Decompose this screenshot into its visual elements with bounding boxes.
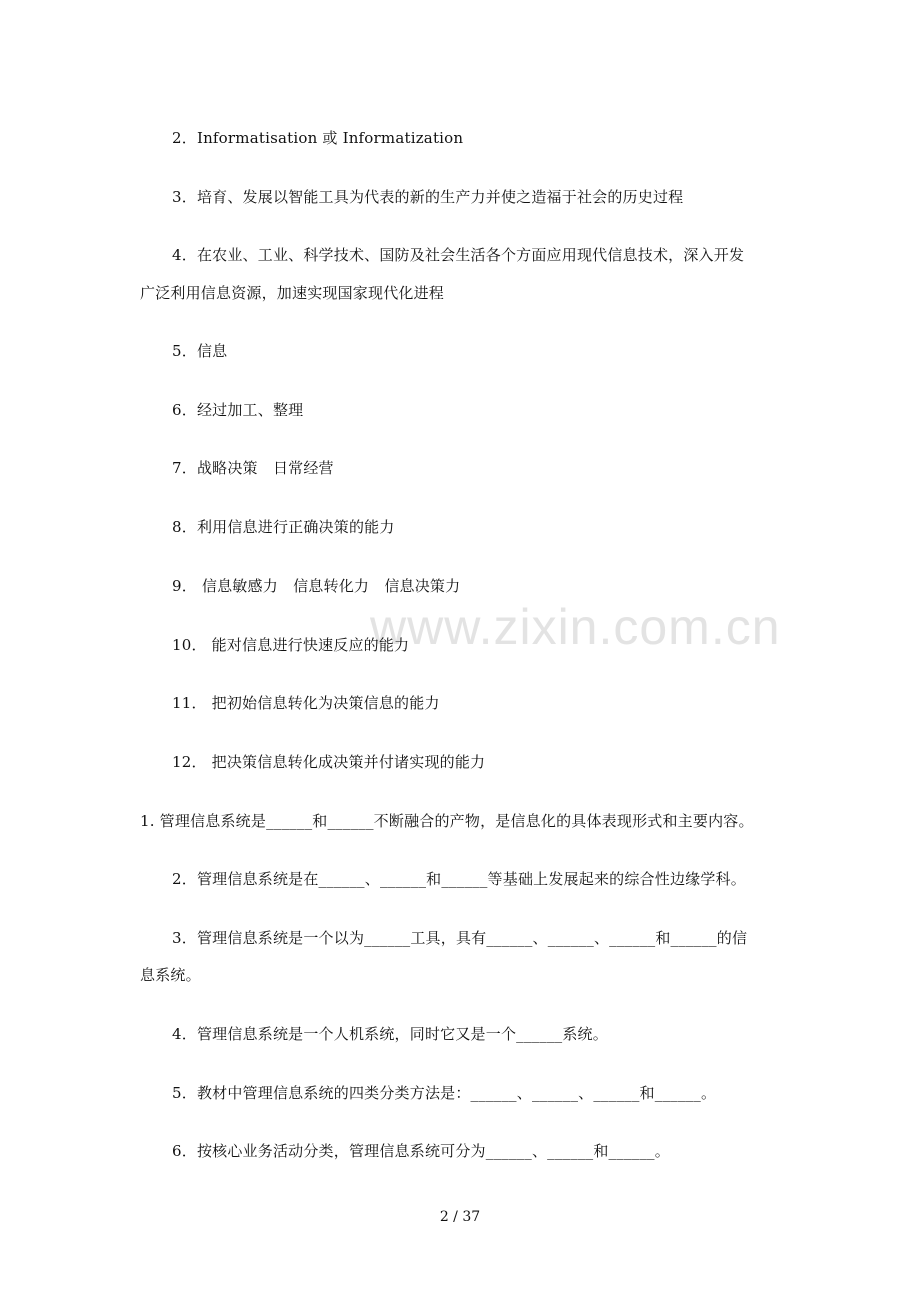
question-line-4: 4．管理信息系统是一个人机系统，同时它又是一个______系统。 — [172, 1025, 608, 1043]
answer-line-5: 5．信息 — [172, 342, 228, 360]
answer-line-4-continued: 广泛利用信息资源，加速实现国家现代化进程 — [140, 284, 445, 302]
answer-line-6: 6．经过加工、整理 — [172, 401, 304, 419]
question-line-2: 2．管理信息系统是在______、______和______等基础上发展起来的综合性边缘学科。 — [172, 870, 746, 888]
answer-line-7: 7．战略决策 日常经营 — [172, 459, 334, 477]
watermark: www.zixin.com.cn — [370, 599, 781, 655]
page-number: 2 / 37 — [439, 1209, 481, 1225]
question-line-6: 6．按核心业务活动分类，管理信息系统可分为______、______和______。 — [172, 1142, 670, 1160]
question-line-3: 3．管理信息系统是一个以为______工具，具有______、______、______和______的信 — [172, 929, 748, 947]
question-line-5: 5．教材中管理信息系统的四类分类方法是：______、______、______和______。 — [172, 1084, 717, 1102]
answer-line-2: 2．Informatisation 或 Informatization — [172, 129, 464, 147]
question-line-1: 1. 管理信息系统是______和______不断融合的产物，是信息化的具体表现形式和主要内容。 — [140, 812, 754, 830]
answer-line-11: 11． 把初始信息转化为决策信息的能力 — [172, 694, 440, 712]
question-line-3-continued: 息系统。 — [140, 966, 201, 984]
answer-line-3: 3．培育、发展以智能工具为代表的新的生产力并使之造福于社会的历史过程 — [172, 188, 684, 206]
answer-line-10: 10． 能对信息进行快速反应的能力 — [172, 636, 410, 654]
answer-line-4: 4．在农业、工业、科学技术、国防及社会生活各个方面应用现代信息技术，深入开发 — [172, 246, 745, 264]
answer-line-12: 12． 把决策信息转化成决策并付诸实现的能力 — [172, 753, 486, 771]
answer-line-8: 8．利用信息进行正确决策的能力 — [172, 518, 395, 536]
answer-line-9: 9． 信息敏感力 信息转化力 信息决策力 — [172, 577, 461, 595]
